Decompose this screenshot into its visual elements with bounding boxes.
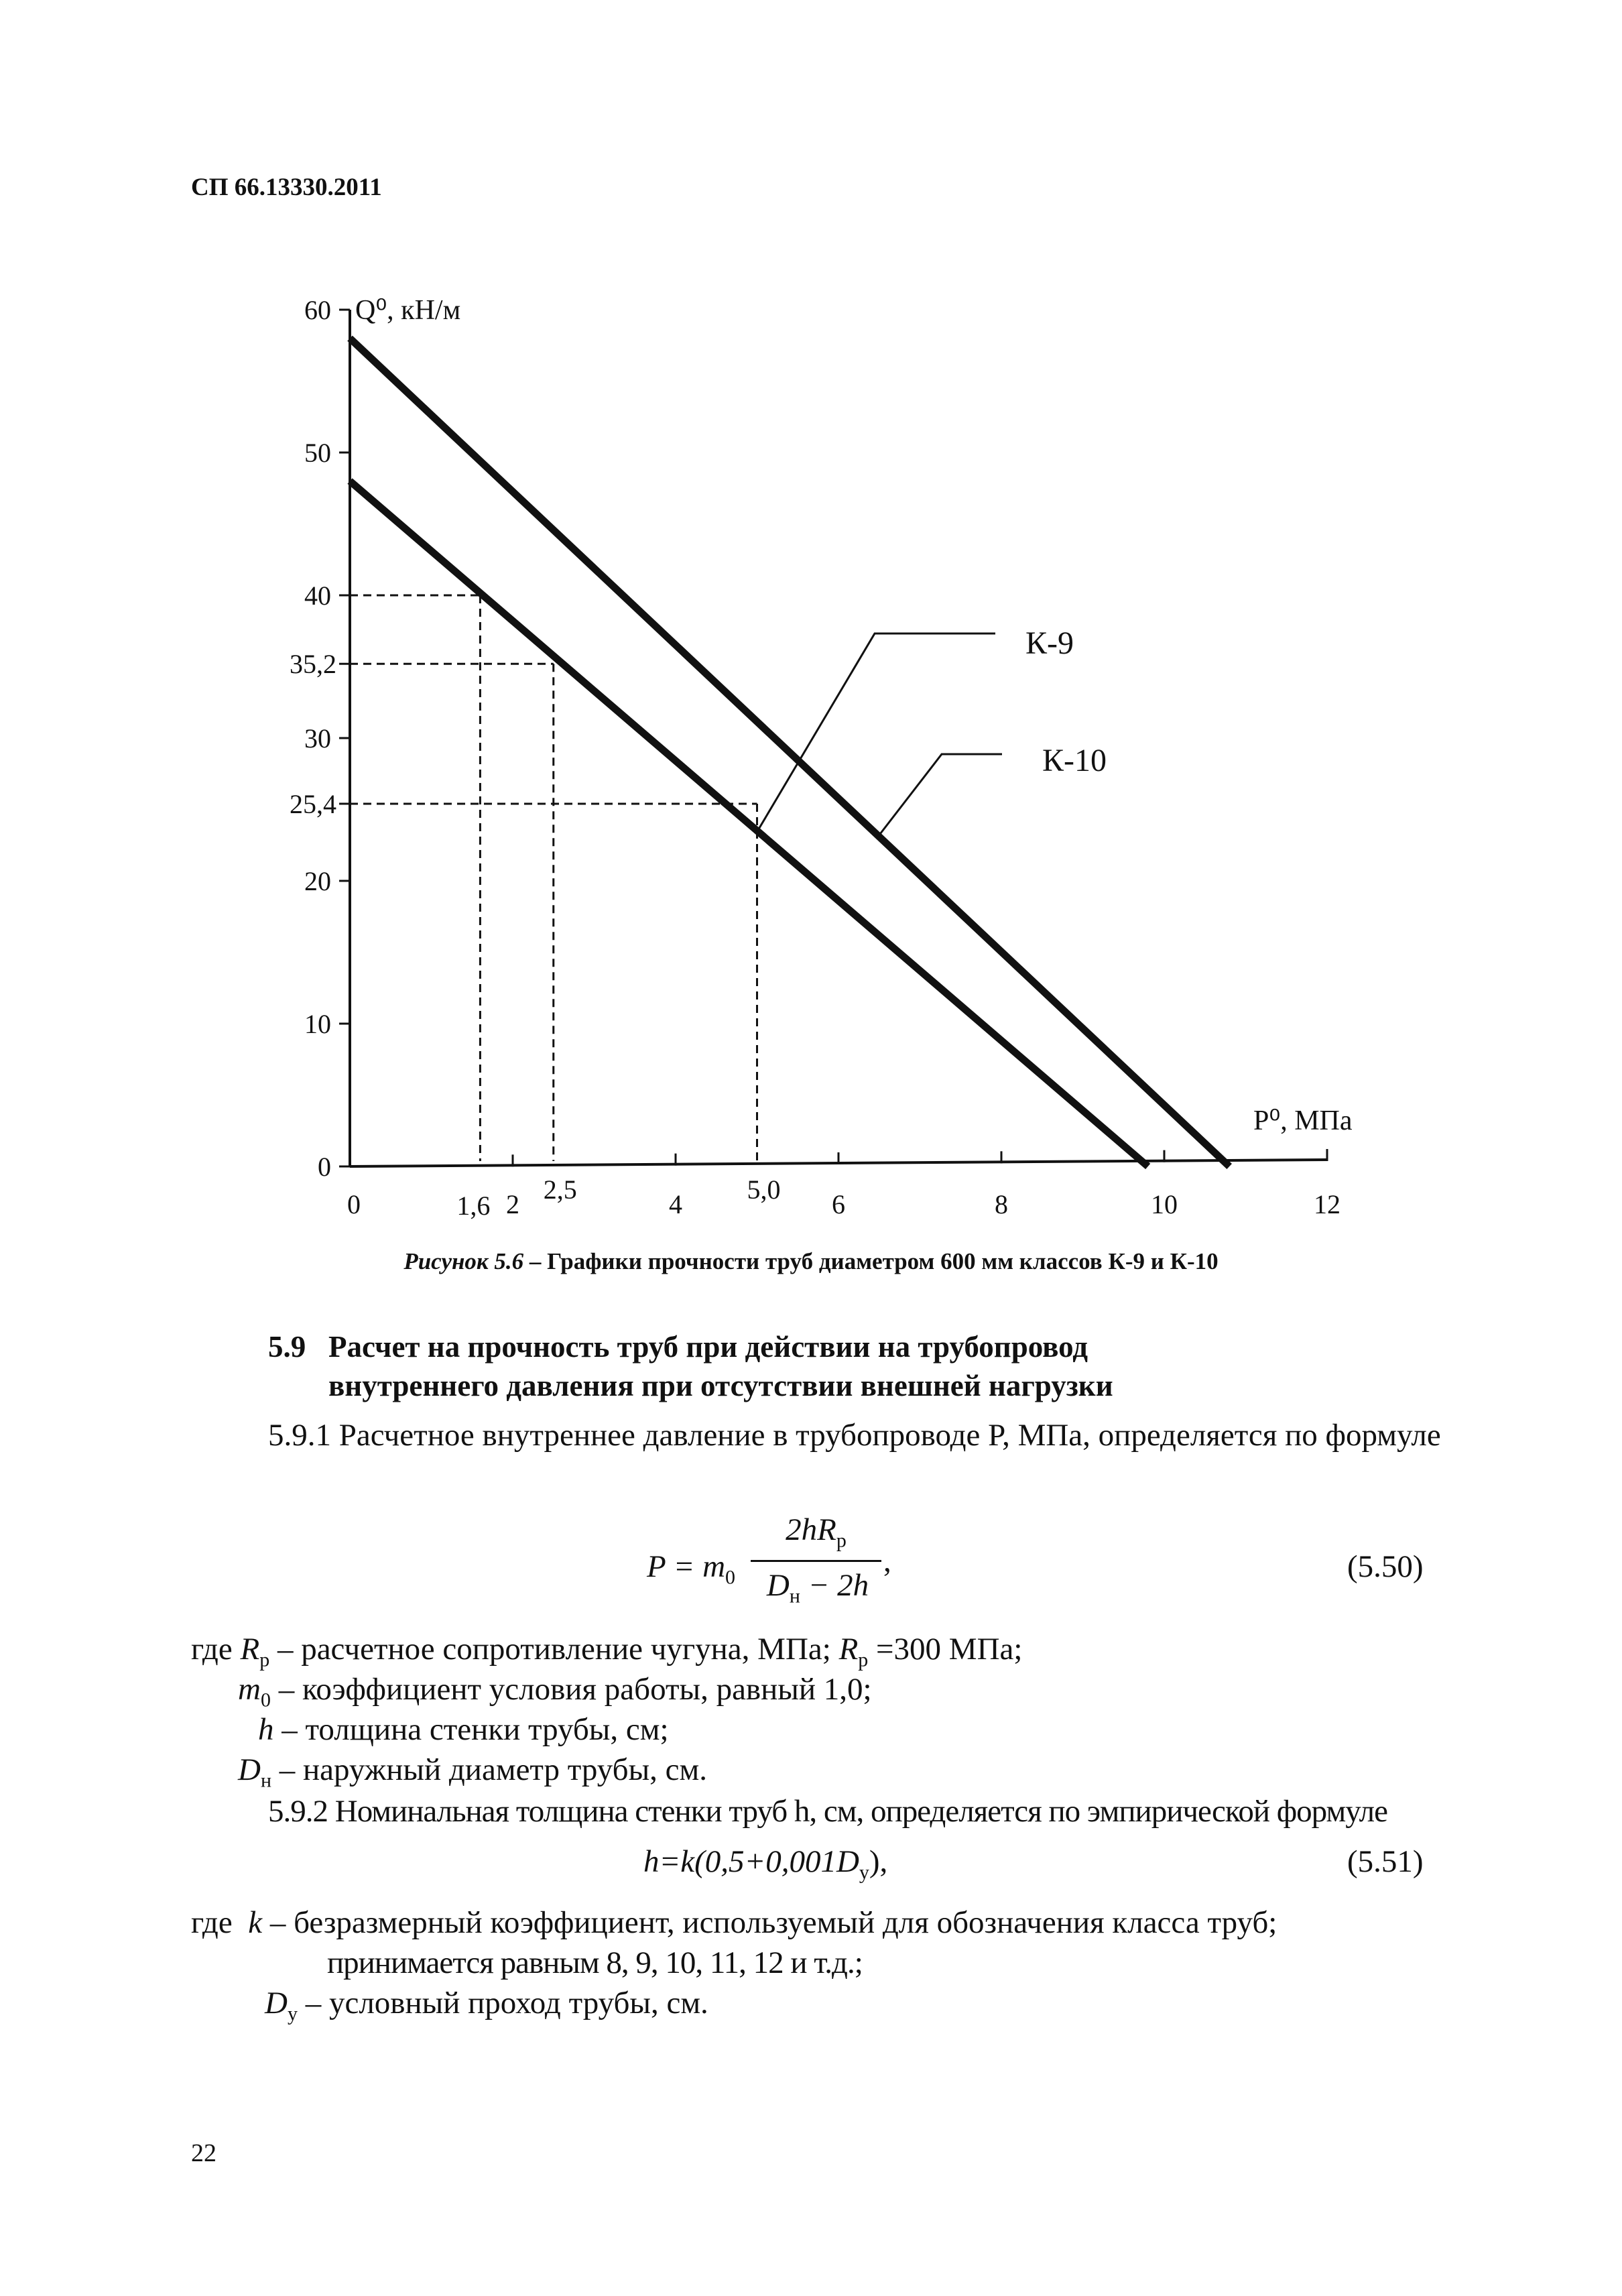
x-tick-label: 0 xyxy=(347,1189,361,1219)
y-tick-label: 35,2 xyxy=(290,649,336,680)
eq-551-tail: ), xyxy=(869,1844,888,1879)
where-text: – расчетное сопротивление чугуна, МПа; xyxy=(269,1632,839,1667)
x-tick-label-extra: 2,5 xyxy=(543,1174,577,1205)
x-axis-title: P⁰, МПа xyxy=(1253,1105,1353,1136)
where-text: – условный проход трубы, см. xyxy=(297,1986,708,2020)
x-tick-label: 8 xyxy=(995,1189,1008,1219)
eq-denominator-b: − 2h xyxy=(800,1568,869,1603)
sym-d: D xyxy=(238,1752,261,1787)
caption-text: – Графики прочности труб диаметром 600 мм классов К-9 и К-10 xyxy=(523,1248,1219,1274)
eq-lhs: P = m xyxy=(647,1549,726,1584)
eq-lhs-sub: 0 xyxy=(725,1566,736,1589)
eq-denominator-sub: н xyxy=(789,1585,800,1608)
section-title-line2: внутреннего давления при отсутствии внешней нагрузки xyxy=(328,1369,1113,1402)
paragraph-5-9-2: 5.9.2 Номинальная толщина стенки труб h, см, определяется по эмпирической формуле xyxy=(268,1794,1387,1829)
where-text: – наружный диаметр трубы, см. xyxy=(271,1752,708,1787)
y-tick-label: 50 xyxy=(304,438,331,468)
sym-sub2: p xyxy=(858,1648,869,1671)
y-axis-title: Q⁰, кН/м xyxy=(355,295,461,326)
y-tick-label: 25,4 xyxy=(290,788,336,819)
sym-r2: R xyxy=(838,1632,859,1667)
y-tick-label: 20 xyxy=(304,866,331,896)
series-label-k9: К-9 xyxy=(1025,625,1074,661)
y-tick-label: 40 xyxy=(304,581,331,611)
figure-caption xyxy=(0,1248,1622,1275)
eq-551-sub: у xyxy=(859,1861,869,1884)
section-number: 5.9 xyxy=(268,1330,306,1364)
eq-551-formula: h=k(0,5+0,001D xyxy=(643,1844,859,1879)
where-h xyxy=(258,1709,669,1750)
sym-h: h xyxy=(258,1712,274,1747)
sym-d: D xyxy=(265,1986,288,2020)
eq-denominator-a: D xyxy=(766,1568,790,1603)
sym-r: R xyxy=(240,1632,260,1667)
eq-denominator xyxy=(751,1567,885,1608)
where-text2: =300 МПа; xyxy=(868,1632,1023,1667)
caption-label: Рисунок 5.6 xyxy=(403,1248,524,1274)
x-tick-label: 12 xyxy=(1314,1189,1340,1219)
x-tick-label-extra: 1,6 xyxy=(456,1191,491,1221)
sym-m: m xyxy=(238,1672,261,1707)
where-text: – безразмерный коэффициент, используемый для обозначения класса труб; xyxy=(262,1905,1277,1940)
where-dy xyxy=(265,1983,708,2034)
eq-fraction-bar xyxy=(751,1560,881,1562)
x-tick-label: 4 xyxy=(669,1189,682,1219)
where-text: – коэффициент условия работы, равный 1,0; xyxy=(270,1672,872,1707)
eq-numerator xyxy=(754,1512,878,1552)
leader-k9 xyxy=(757,633,995,831)
sym-sub: н xyxy=(260,1769,272,1792)
series-line-k10 xyxy=(350,481,1148,1166)
eq-numerator-text: 2hR xyxy=(786,1512,836,1547)
sym-k: k xyxy=(248,1905,263,1940)
x-tick-label: 2 xyxy=(506,1189,519,1219)
y-tick-label: 30 xyxy=(304,723,331,753)
section-title-line1: Расчет на прочность труб при действии на трубопровод xyxy=(328,1330,1088,1364)
leader-k10 xyxy=(878,754,1002,837)
equation-5-50 xyxy=(647,1549,735,1589)
paragraph-5-9-1: 5.9.1 Расчетное внутреннее давление в трубопроводе P, МПа, определяется по формуле xyxy=(268,1418,1441,1453)
where-prefix: где xyxy=(191,1632,241,1667)
x-tick-label: 10 xyxy=(1151,1189,1178,1219)
where-k xyxy=(191,1902,1277,1943)
section-heading xyxy=(268,1327,1113,1405)
page-number: 22 xyxy=(191,2139,216,2167)
sym-sub: у xyxy=(287,2002,298,2025)
y-tick-label: 60 xyxy=(304,295,331,325)
eq-numerator-sub: р xyxy=(836,1529,847,1552)
equation-5-51 xyxy=(643,1844,887,1884)
equation-number-5-51: (5.51) xyxy=(1347,1844,1424,1879)
eq-tail: , xyxy=(883,1544,891,1579)
sym-sub: 0 xyxy=(260,1689,271,1711)
where-prefix: где xyxy=(191,1905,249,1940)
document-header: СП 66.13330.2011 xyxy=(191,174,382,201)
where-k-continued: принимается равным 8, 9, 10, 11, 12 и т.д.; xyxy=(327,1945,863,1980)
sym-sub: p xyxy=(259,1648,270,1671)
series-label-k10: К-10 xyxy=(1042,743,1107,778)
x-tick-label: 6 xyxy=(832,1189,845,1219)
where-text: – толщина стенки трубы, см; xyxy=(273,1712,669,1747)
x-tick-label-extra: 5,0 xyxy=(747,1174,781,1205)
y-tick-label: 10 xyxy=(304,1009,331,1039)
y-tick-label: 0 xyxy=(318,1152,331,1182)
equation-number-5-50: (5.50) xyxy=(1347,1549,1424,1584)
